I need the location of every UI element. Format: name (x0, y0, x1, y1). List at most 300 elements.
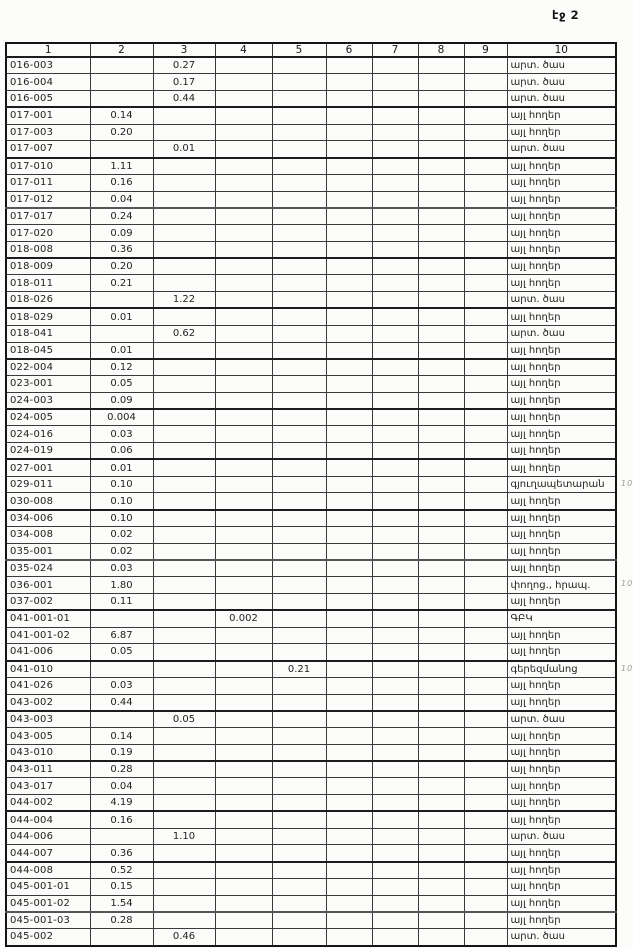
value-cell-col3 (153, 644, 215, 661)
parcel-code-cell: 017-017 (6, 208, 90, 225)
value-cell-col3 (153, 174, 215, 191)
land-use-cell (507, 292, 616, 309)
land-use-label: այլ հողեր (510, 244, 561, 256)
value-cell-col6 (326, 325, 372, 342)
value-cell-col8 (418, 493, 464, 510)
table-row (6, 761, 616, 778)
value-cell-col9 (464, 526, 507, 543)
parcel-code-cell: 024-019 (6, 443, 90, 460)
column-header-7: 7 (372, 43, 418, 57)
value-cell-col5 (272, 493, 326, 510)
parcel-code-cell: 044-002 (6, 795, 90, 812)
land-use-cell (507, 342, 616, 359)
parcel-code-cell: 027-001 (6, 459, 90, 476)
land-use-label: արտ. ծաս (510, 328, 565, 340)
value-cell-col5 (272, 526, 326, 543)
value-cell-col3: 0.46 (153, 929, 215, 946)
land-use-cell (507, 828, 616, 845)
value-cell-col2: 0.01 (90, 342, 153, 359)
value-cell-col3 (153, 661, 215, 678)
parcel-code-cell: 041-001-01 (6, 610, 90, 627)
column-header-10: 10 (507, 43, 616, 57)
value-cell-col6 (326, 124, 372, 141)
value-cell-col4 (215, 510, 272, 527)
value-cell-col9 (464, 443, 507, 460)
value-cell-col3 (153, 124, 215, 141)
value-cell-col7 (372, 778, 418, 795)
value-cell-col8 (418, 258, 464, 275)
parcel-code-cell: 043-017 (6, 778, 90, 795)
value-cell-col4 (215, 208, 272, 225)
value-cell-col6 (326, 510, 372, 527)
value-cell-col3 (153, 476, 215, 493)
value-cell-col7 (372, 141, 418, 158)
land-use-label: այլ հողեր (510, 445, 561, 457)
value-cell-col5 (272, 258, 326, 275)
value-cell-col2: 0.28 (90, 761, 153, 778)
value-cell-col7 (372, 443, 418, 460)
value-cell-col9 (464, 828, 507, 845)
land-use-label: այլ հողեր (510, 261, 561, 273)
value-cell-col6 (326, 828, 372, 845)
value-cell-col3: 1.22 (153, 292, 215, 309)
value-cell-col5 (272, 912, 326, 929)
value-cell-col7 (372, 158, 418, 175)
page-number-label: էջ 2 (552, 8, 580, 22)
value-cell-col3 (153, 225, 215, 242)
land-use-cell (507, 359, 616, 376)
value-cell-col4 (215, 459, 272, 476)
land-use-label: այլ հողեր (510, 160, 561, 172)
value-cell-col9 (464, 426, 507, 443)
value-cell-col4 (215, 158, 272, 175)
value-cell-col9 (464, 711, 507, 728)
land-use-cell (507, 459, 616, 476)
value-cell-col8 (418, 594, 464, 611)
land-use-label: այլ հողեր (510, 311, 561, 323)
value-cell-col2: 0.10 (90, 476, 153, 493)
value-cell-col3: 1.10 (153, 828, 215, 845)
land-use-label: այլ հողեր (510, 545, 561, 557)
value-cell-col7 (372, 610, 418, 627)
land-use-label: այլ հողեր (510, 412, 561, 424)
value-cell-col9 (464, 543, 507, 560)
value-cell-col3: 0.05 (153, 711, 215, 728)
value-cell-col2 (90, 74, 153, 91)
value-cell-col2: 0.12 (90, 359, 153, 376)
value-cell-col8 (418, 610, 464, 627)
parcel-code-cell: 018-045 (6, 342, 90, 359)
value-cell-col7 (372, 795, 418, 812)
value-cell-col6 (326, 107, 372, 124)
land-use-label: այլ հողեր (510, 227, 561, 239)
value-cell-col8 (418, 694, 464, 711)
column-header-8: 8 (418, 43, 464, 57)
value-cell-col7 (372, 174, 418, 191)
value-cell-col3 (153, 342, 215, 359)
land-use-cell (507, 510, 616, 527)
value-cell-col2 (90, 828, 153, 845)
value-cell-col9 (464, 476, 507, 493)
parcel-code-cell: 045-001-01 (6, 879, 90, 896)
table-body (6, 57, 633, 946)
land-use-label: արտ. ծաս (510, 60, 565, 72)
parcel-code-cell: 017-020 (6, 225, 90, 242)
land-use-cell (507, 57, 616, 74)
value-cell-col3 (153, 493, 215, 510)
value-cell-col3 (153, 241, 215, 258)
land-use-label: այլ հողեր (510, 428, 561, 440)
value-cell-col7 (372, 459, 418, 476)
parcel-code-cell: 022-004 (6, 359, 90, 376)
value-cell-col9 (464, 895, 507, 912)
value-cell-col3 (153, 308, 215, 325)
table-row (6, 241, 616, 258)
value-cell-col2 (90, 661, 153, 678)
value-cell-col2: 0.14 (90, 107, 153, 124)
value-cell-col7 (372, 594, 418, 611)
value-cell-col6 (326, 376, 372, 393)
land-use-label: այլ հողեր (510, 361, 561, 373)
land-use-label: արտ. ծաս (510, 93, 565, 105)
value-cell-col9 (464, 141, 507, 158)
land-use-cell (507, 258, 616, 275)
value-cell-col9 (464, 594, 507, 611)
table-row (6, 778, 616, 795)
value-cell-col5 (272, 594, 326, 611)
value-cell-col5 (272, 929, 326, 946)
land-use-cell (507, 577, 633, 594)
value-cell-col7 (372, 543, 418, 560)
value-cell-col7 (372, 728, 418, 745)
land-use-label: այլ հողեր (510, 512, 561, 524)
value-cell-col6 (326, 627, 372, 644)
parcel-code-cell: 017-003 (6, 124, 90, 141)
value-cell-col8 (418, 828, 464, 845)
table-row (6, 828, 616, 845)
value-cell-col3 (153, 426, 215, 443)
value-cell-col5 (272, 862, 326, 879)
table-row (6, 376, 616, 393)
table-row (6, 158, 616, 175)
handwritten-margin-note: 10 (621, 478, 633, 488)
value-cell-col7 (372, 577, 418, 594)
parcel-code-cell: 018-011 (6, 275, 90, 292)
value-cell-col8 (418, 174, 464, 191)
land-use-cell (507, 376, 616, 393)
land-use-label: այլ հողեր (510, 277, 561, 289)
table-row (6, 526, 616, 543)
table-row (6, 91, 616, 108)
land-use-label: այլ հողեր (510, 814, 561, 826)
table-row (6, 409, 616, 426)
parcel-code-cell: 016-004 (6, 74, 90, 91)
land-use-cell (507, 661, 633, 678)
value-cell-col4 (215, 627, 272, 644)
value-cell-col6 (326, 677, 372, 694)
land-use-label: այլ հողեր (510, 881, 561, 893)
value-cell-col9 (464, 627, 507, 644)
value-cell-col8 (418, 510, 464, 527)
value-cell-col7 (372, 929, 418, 946)
value-cell-col3 (153, 627, 215, 644)
column-header-6: 6 (326, 43, 372, 57)
land-use-label: այլ հողեր (510, 462, 561, 474)
parcel-code-cell: 016-003 (6, 57, 90, 74)
value-cell-col4 (215, 929, 272, 946)
value-cell-col3 (153, 376, 215, 393)
value-cell-col4 (215, 275, 272, 292)
land-use-cell (507, 543, 616, 560)
handwritten-margin-note: 10 (621, 663, 633, 673)
value-cell-col5: 0.21 (272, 661, 326, 678)
value-cell-col9 (464, 392, 507, 409)
land-use-label: այլ հողեր (510, 680, 561, 692)
column-header-1: 1 (6, 43, 90, 57)
value-cell-col6 (326, 493, 372, 510)
value-cell-col6 (326, 543, 372, 560)
parcel-code-cell: 034-008 (6, 526, 90, 543)
column-header-2: 2 (90, 43, 153, 57)
value-cell-col6 (326, 895, 372, 912)
value-cell-col6 (326, 342, 372, 359)
value-cell-col2: 0.10 (90, 493, 153, 510)
value-cell-col2: 0.15 (90, 879, 153, 896)
table-row (6, 443, 616, 460)
table-row (6, 711, 616, 728)
value-cell-col6 (326, 744, 372, 761)
parcel-code-cell: 016-005 (6, 91, 90, 108)
parcel-code-cell: 045-001-03 (6, 912, 90, 929)
value-cell-col5 (272, 191, 326, 208)
value-cell-col7 (372, 845, 418, 862)
land-use-label: այլ հողեր (510, 847, 561, 859)
value-cell-col8 (418, 862, 464, 879)
value-cell-col2: 0.04 (90, 778, 153, 795)
land-use-cell (507, 225, 616, 242)
value-cell-col7 (372, 828, 418, 845)
land-use-cell (507, 74, 616, 91)
value-cell-col2: 0.01 (90, 459, 153, 476)
table-row (6, 141, 616, 158)
value-cell-col4 (215, 124, 272, 141)
land-use-cell (507, 761, 616, 778)
land-use-cell (507, 795, 616, 812)
land-use-cell (507, 141, 616, 158)
value-cell-col8 (418, 577, 464, 594)
value-cell-col9 (464, 744, 507, 761)
value-cell-col9 (464, 275, 507, 292)
parcel-code-cell: 044-004 (6, 811, 90, 828)
value-cell-col8 (418, 661, 464, 678)
value-cell-col8 (418, 459, 464, 476)
parcel-code-cell: 018-008 (6, 241, 90, 258)
value-cell-col7 (372, 124, 418, 141)
table-row (6, 426, 616, 443)
parcel-code-cell: 029-011 (6, 476, 90, 493)
value-cell-col2 (90, 711, 153, 728)
value-cell-col6 (326, 694, 372, 711)
value-cell-col7 (372, 258, 418, 275)
value-cell-col4 (215, 292, 272, 309)
parcel-code-cell: 018-009 (6, 258, 90, 275)
value-cell-col2: 0.19 (90, 744, 153, 761)
value-cell-col2: 0.05 (90, 644, 153, 661)
value-cell-col4 (215, 342, 272, 359)
land-use-label: այլ հողեր (510, 915, 561, 927)
value-cell-col5 (272, 677, 326, 694)
table-row (6, 476, 616, 493)
value-cell-col6 (326, 191, 372, 208)
value-cell-col4 (215, 141, 272, 158)
table-row (6, 879, 616, 896)
value-cell-col8 (418, 677, 464, 694)
parcel-code-cell: 043-011 (6, 761, 90, 778)
land-use-cell (507, 560, 616, 577)
value-cell-col9 (464, 124, 507, 141)
parcel-code-cell: 044-008 (6, 862, 90, 879)
value-cell-col2: 0.02 (90, 526, 153, 543)
value-cell-col5 (272, 711, 326, 728)
value-cell-col9 (464, 694, 507, 711)
value-cell-col4 (215, 392, 272, 409)
value-cell-col5 (272, 308, 326, 325)
value-cell-col9 (464, 308, 507, 325)
value-cell-col5 (272, 409, 326, 426)
land-use-cell (507, 426, 616, 443)
value-cell-col6 (326, 359, 372, 376)
table-row (6, 627, 616, 644)
value-cell-col3 (153, 895, 215, 912)
land-use-label: այլ հողեր (510, 344, 561, 356)
value-cell-col7 (372, 57, 418, 74)
value-cell-col6 (326, 292, 372, 309)
table-row (6, 510, 616, 527)
parcel-code-cell: 043-010 (6, 744, 90, 761)
parcel-code-cell: 036-001 (6, 577, 90, 594)
value-cell-col6 (326, 275, 372, 292)
value-cell-col5 (272, 627, 326, 644)
value-cell-col6 (326, 577, 372, 594)
value-cell-col8 (418, 225, 464, 242)
value-cell-col8 (418, 476, 464, 493)
value-cell-col5 (272, 895, 326, 912)
value-cell-col6 (326, 174, 372, 191)
value-cell-col9 (464, 459, 507, 476)
parcel-code-cell: 017-012 (6, 191, 90, 208)
value-cell-col4 (215, 560, 272, 577)
parcel-code-cell: 018-026 (6, 292, 90, 309)
column-header-3: 3 (153, 43, 215, 57)
value-cell-col3: 0.01 (153, 141, 215, 158)
value-cell-col4: 0.002 (215, 610, 272, 627)
table-row (6, 392, 616, 409)
value-cell-col3 (153, 761, 215, 778)
table-row (6, 292, 616, 309)
value-cell-col2 (90, 57, 153, 74)
value-cell-col8 (418, 426, 464, 443)
value-cell-col4 (215, 493, 272, 510)
value-cell-col8 (418, 879, 464, 896)
value-cell-col6 (326, 91, 372, 108)
land-use-cell (507, 158, 616, 175)
value-cell-col6 (326, 392, 372, 409)
value-cell-col3 (153, 677, 215, 694)
value-cell-col9 (464, 74, 507, 91)
value-cell-col6 (326, 778, 372, 795)
value-cell-col8 (418, 711, 464, 728)
value-cell-col4 (215, 912, 272, 929)
value-cell-col8 (418, 325, 464, 342)
value-cell-col7 (372, 694, 418, 711)
table-row (6, 543, 616, 560)
value-cell-col5 (272, 560, 326, 577)
value-cell-col6 (326, 929, 372, 946)
land-use-cell (507, 895, 616, 912)
land-use-cell (507, 124, 616, 141)
value-cell-col6 (326, 644, 372, 661)
value-cell-col5 (272, 124, 326, 141)
parcel-code-cell: 041-001-02 (6, 627, 90, 644)
value-cell-col7 (372, 526, 418, 543)
parcel-code-cell: 035-024 (6, 560, 90, 577)
value-cell-col9 (464, 325, 507, 342)
land-use-label: այլ հողեր (510, 780, 561, 792)
value-cell-col4 (215, 376, 272, 393)
value-cell-col4 (215, 828, 272, 845)
parcel-code-cell: 017-011 (6, 174, 90, 191)
parcel-code-cell: 041-006 (6, 644, 90, 661)
value-cell-col4 (215, 577, 272, 594)
parcel-code-cell: 044-007 (6, 845, 90, 862)
value-cell-col5 (272, 845, 326, 862)
land-use-label: այլ հողեր (510, 563, 561, 575)
value-cell-col9 (464, 795, 507, 812)
table-row (6, 644, 616, 661)
table-row (6, 275, 616, 292)
land-use-label: այլ հողեր (510, 629, 561, 641)
value-cell-col4 (215, 57, 272, 74)
table-row (6, 744, 616, 761)
value-cell-col2: 0.20 (90, 124, 153, 141)
table-header-row (6, 43, 616, 57)
table-row (6, 694, 616, 711)
value-cell-col8 (418, 158, 464, 175)
value-cell-col9 (464, 107, 507, 124)
value-cell-col7 (372, 560, 418, 577)
land-use-cell (507, 275, 616, 292)
value-cell-col2 (90, 141, 153, 158)
land-use-cell (507, 174, 616, 191)
value-cell-col8 (418, 543, 464, 560)
table-row (6, 560, 616, 577)
land-use-cell (507, 392, 616, 409)
value-cell-col9 (464, 208, 507, 225)
land-use-cell (507, 845, 616, 862)
land-use-cell (507, 929, 616, 946)
value-cell-col6 (326, 862, 372, 879)
value-cell-col3 (153, 158, 215, 175)
land-use-label: այլ հողեր (510, 529, 561, 541)
value-cell-col3 (153, 912, 215, 929)
column-header-5: 5 (272, 43, 326, 57)
value-cell-col3 (153, 879, 215, 896)
value-cell-col8 (418, 392, 464, 409)
land-use-label: այլ հողեր (510, 696, 561, 708)
land-use-cell (507, 325, 616, 342)
value-cell-col2: 0.03 (90, 677, 153, 694)
value-cell-col5 (272, 225, 326, 242)
